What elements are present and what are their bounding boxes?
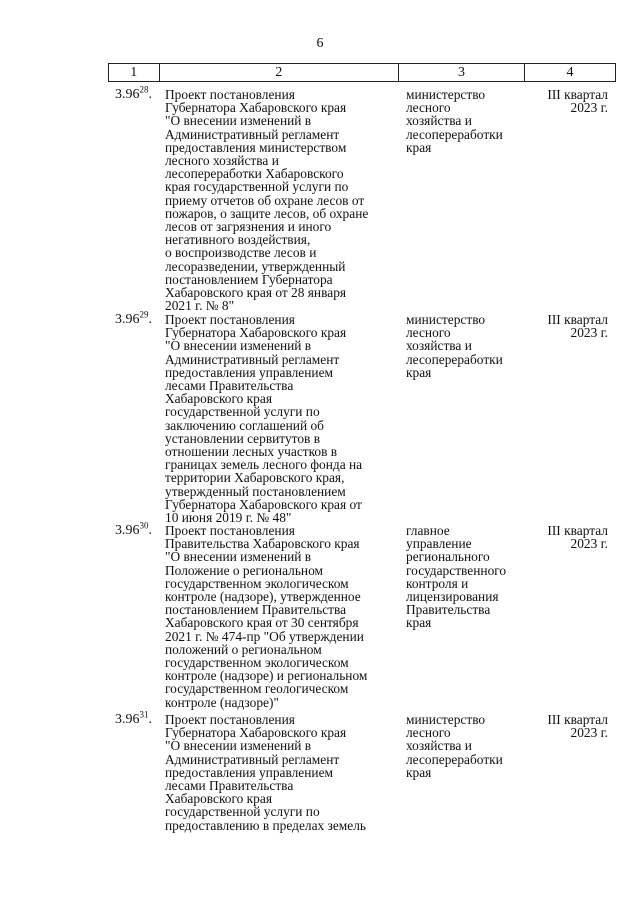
description-line: о воспроизводстве лесов и	[165, 245, 317, 261]
description-line: лесопереработки Хабаровского	[165, 166, 344, 182]
executor-line: государственного	[406, 562, 507, 578]
executor-line: лесного	[406, 100, 451, 116]
item-number: 3.96$^{28}$.	[115, 84, 152, 102]
item-deadline	[528, 713, 608, 739]
table-header	[108, 63, 616, 82]
item-executor	[406, 313, 526, 379]
description-line: государственном экологическом	[165, 655, 349, 671]
header-col-1: 1	[130, 65, 138, 80]
description-line: Хабаровского края	[165, 391, 272, 407]
executor-line: министерство	[406, 312, 486, 327]
description-line: Правительства Хабаровского края	[165, 536, 360, 552]
description-line: лесов от загрязнения и иного	[165, 219, 332, 235]
executor-line: контроля и	[406, 575, 469, 591]
header-col-2: 2	[159, 64, 399, 81]
deadline-line: 2023 г.	[570, 325, 608, 341]
description-line: положений о региональном	[165, 641, 322, 657]
description-line: Административный регламент	[165, 351, 340, 367]
executor-line: края	[406, 764, 432, 780]
deadline-line: III квартал	[547, 712, 608, 727]
description-line: лесами Правительства	[165, 378, 294, 394]
executor-line: лицензирования	[406, 589, 499, 605]
description-line: контроле (надзоре) и региональном	[165, 668, 368, 684]
deadline-line: III квартал	[547, 523, 608, 538]
executor-line: края	[406, 615, 432, 631]
description-line: "О внесении изменений в	[165, 113, 312, 129]
deadline-line: 2023 г.	[570, 725, 608, 741]
item-number-superscript: 31	[139, 709, 149, 720]
description-line: предоставления управлением	[165, 364, 334, 380]
description-line: лесного хозяйства и	[165, 153, 279, 169]
description-line: лесоразведении, утвержденный	[165, 258, 346, 274]
item-number-superscript: 28	[139, 84, 149, 95]
executor-line: главное	[406, 523, 450, 538]
executor-line: края	[406, 139, 432, 155]
item-executor	[406, 88, 526, 154]
description-line: предоставлению в пределах земель	[165, 817, 366, 833]
deadline-line: III квартал	[547, 312, 608, 327]
description-line: отношении лесных участков в	[165, 444, 338, 460]
description-line: 10 июня 2019 г. № 48"	[165, 510, 292, 526]
description-line: установлении сервитутов в	[165, 430, 321, 446]
executor-line: министерство	[406, 87, 486, 102]
item-number: 3.96$^{30}$.	[115, 520, 152, 538]
description-line: государственной услуги по	[165, 804, 320, 820]
executor-line: хозяйства и	[406, 113, 472, 129]
description-line: заключению соглашений об	[165, 417, 324, 433]
item-number-superscript: 29	[139, 309, 149, 320]
description-line: Хабаровского края	[165, 791, 272, 807]
description-line: территории Хабаровского края,	[165, 470, 345, 486]
description-line: Губернатора Хабаровского края от	[165, 496, 362, 512]
description-line: края государственной услуги по	[165, 179, 349, 195]
item-deadline	[528, 524, 608, 550]
description-line: границах земель лесного фонда на	[165, 457, 363, 473]
description-line: "О внесении изменений в	[165, 738, 312, 754]
description-line: "О внесении изменений в	[165, 338, 312, 354]
description-line: постановлением Губернатора	[165, 271, 333, 287]
description-line: постановлением Правительства	[165, 602, 347, 618]
executor-line: хозяйства и	[406, 338, 472, 354]
item-executor	[406, 713, 526, 779]
executor-line: края	[406, 364, 432, 380]
description-line: лесами Правительства	[165, 778, 294, 794]
description-line: контроле (надзоре), утвержденное	[165, 589, 361, 605]
item-description	[165, 88, 400, 312]
item-number: 3.96$^{31}$.	[115, 709, 152, 727]
description-line: Губернатора Хабаровского края	[165, 325, 347, 341]
description-line: пожаров, о защите лесов, об охране	[165, 205, 369, 221]
executor-line: лесного	[406, 725, 451, 741]
description-line: негативного воздействия,	[165, 232, 311, 248]
executor-line: лесопереработки	[406, 751, 503, 767]
item-deadline	[528, 313, 608, 339]
description-line: утвержденный постановлением	[165, 483, 346, 499]
page-number: 6	[316, 36, 324, 51]
description-line: Положение о региональном	[165, 562, 324, 578]
executor-line: управление	[406, 536, 472, 552]
item-description	[165, 313, 400, 524]
deadline-line: III квартал	[547, 87, 608, 102]
description-line: Проект постановления	[165, 523, 295, 538]
description-line: Проект постановления	[165, 87, 295, 102]
header-col-3: 3	[398, 64, 524, 81]
description-line: государственном геологическом	[165, 681, 349, 697]
item-description	[165, 524, 400, 709]
executor-line: лесного	[406, 325, 451, 341]
item-executor	[406, 524, 526, 630]
description-line: предоставления управлением	[165, 764, 334, 780]
deadline-line: 2023 г.	[570, 100, 608, 116]
item-number: 3.96$^{29}$.	[115, 309, 152, 327]
deadline-line: 2023 г.	[570, 536, 608, 552]
executor-line: лесопереработки	[406, 351, 503, 367]
executor-line: министерство	[406, 712, 486, 727]
item-number-superscript: 30	[139, 520, 149, 531]
description-line: Хабаровского края от 30 сентября	[165, 615, 359, 631]
executor-line: лесопереработки	[406, 126, 503, 142]
description-line: Административный регламент	[165, 126, 340, 142]
executor-line: Правительства	[406, 602, 491, 618]
description-line: Губернатора Хабаровского края	[165, 100, 347, 116]
executor-line: регионального	[406, 549, 490, 565]
description-line: 2021 г. № 8"	[165, 298, 235, 314]
description-line: государственной услуги по	[165, 404, 320, 420]
executor-line: хозяйства и	[406, 738, 472, 754]
description-line: Проект постановления	[165, 312, 295, 327]
description-line: "О внесении изменений в	[165, 549, 312, 565]
description-line: Проект постановления	[165, 712, 295, 727]
header-col-4: 4	[524, 64, 615, 81]
item-description	[165, 713, 400, 832]
item-deadline	[528, 88, 608, 114]
description-line: 2021 г. № 474-пр "Об утверждении	[165, 628, 364, 644]
description-line: государственном экологическом	[165, 575, 349, 591]
description-line: Губернатора Хабаровского края	[165, 725, 347, 741]
description-line: Административный регламент	[165, 751, 340, 767]
description-line: контроле (надзоре)"	[165, 694, 279, 710]
description-line: Хабаровского края от 28 января	[165, 285, 347, 301]
description-line: приему отчетов об охране лесов от	[165, 192, 365, 208]
description-line: предоставления министерством	[165, 139, 347, 155]
